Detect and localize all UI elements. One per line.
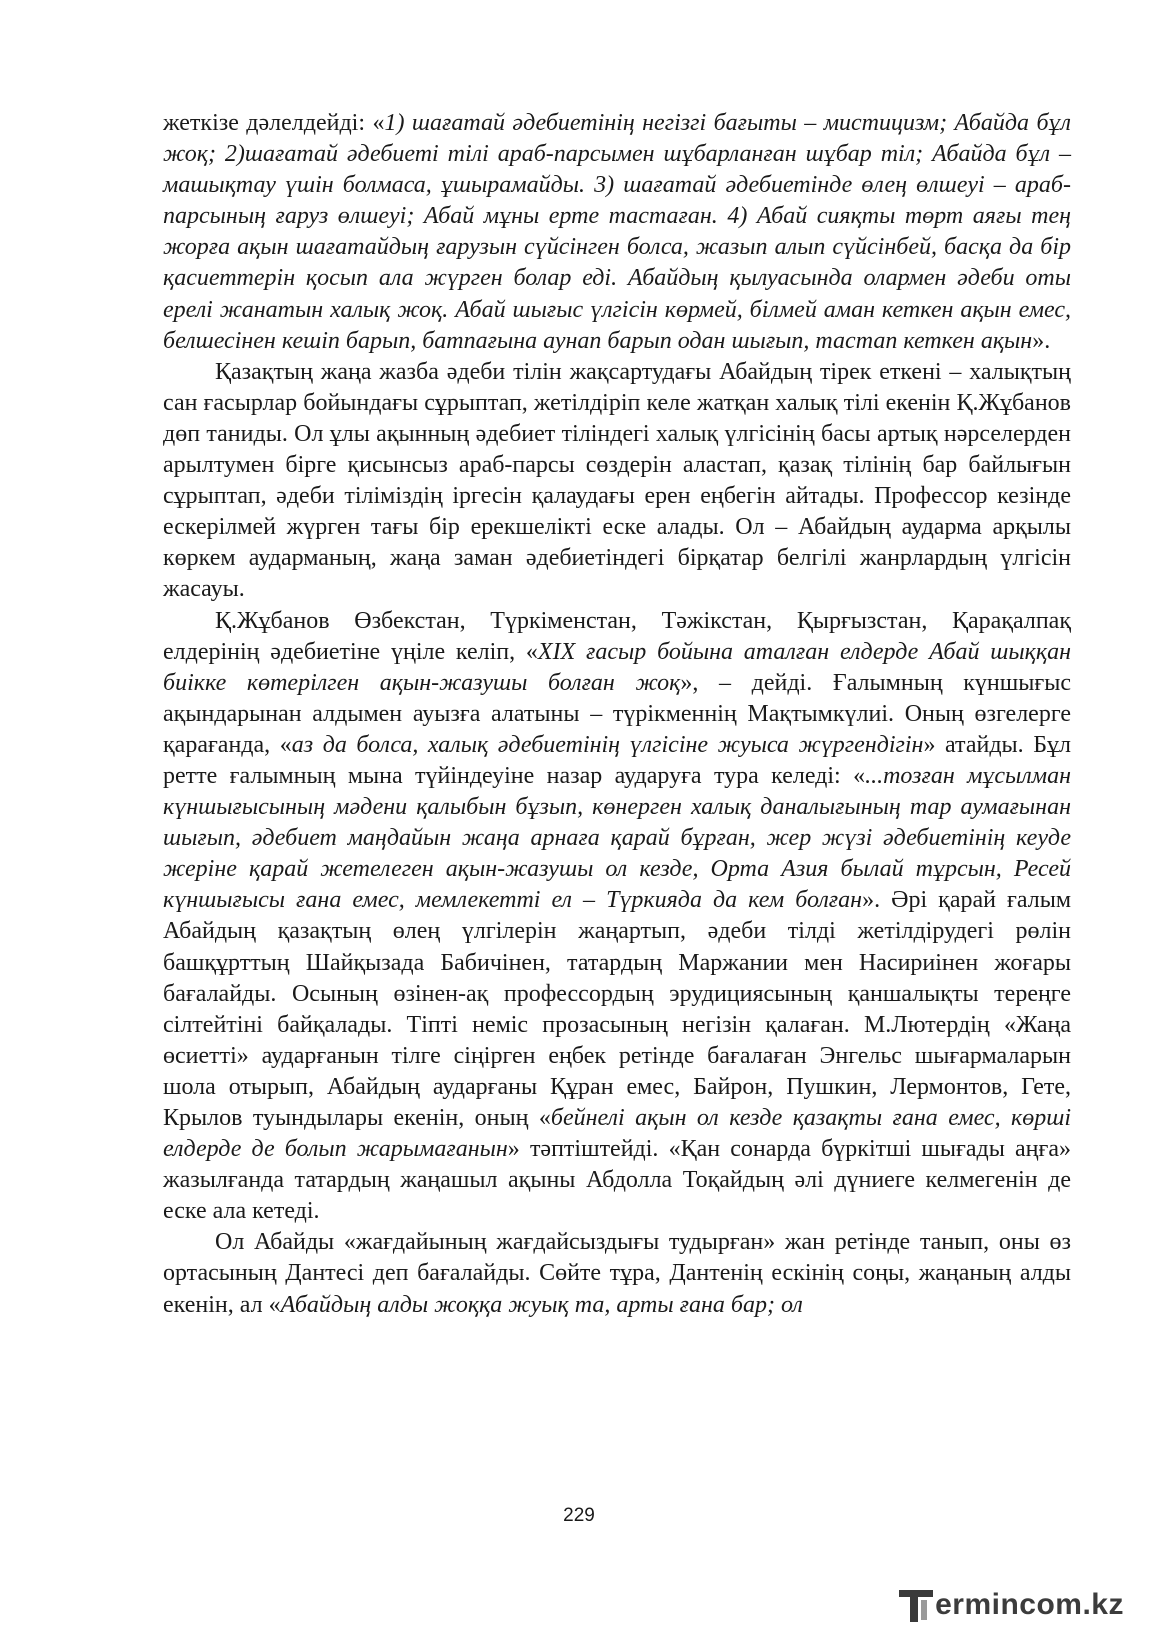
text-run: » тәптіштейді. «Қан сонарда бүркітші шығады аңға» жазылғанда татардың жаңашыл ақыны Абдолла Тоқайдың әлі дүниеге келмегенін де еске ала кетеді. — [163, 1136, 1071, 1225]
quote-italic-run: XIX ғасыр бойына аталған елдерде Абай шыққан биікке көтерілген ақын-жазушы болған жоқ — [163, 638, 1072, 696]
termincom-watermark — [899, 1584, 1124, 1624]
watermark-text: ermincom.kz — [935, 1588, 1124, 1621]
paragraph — [163, 108, 1071, 357]
page-number: 229 — [563, 1505, 595, 1526]
text-run: ». — [1032, 327, 1051, 354]
quote-italic-run: бейнелі ақын ол кезде қазақты ғана емес, көрші елдерде де болып жарымағанын — [163, 1105, 1071, 1163]
text-run: Қазақтың жаңа жазба әдеби тілін жақсартудағы Абайдың тірек еткені – халықтың сан ғасырлар бойындағы сұрыптап, жетілдіріп келе жатқан халық тілі екенін Қ.Жұбанов дөп таниды. Ол ұлы ақынның әдебиет тіліндегі халық үлгісінің басы артық нәрселерден арылтумен бірге қисынсыз араб-парсы сөздерін аластап, қазақ тілінің бар байлығын сұрыптап, әдеби тіліміздің іргесін қалаудағы ерен еңбегін айтады. Профессор кезінде ескерілмей жүрген тағы бір ерекшелікті еске алады. Ол – Абайдың аударма арқылы көркем аударманың, жаңа заман әдебиетіндегі бірқатар белгілі жанрлардың үлгісін жасауы. — [163, 358, 1071, 603]
quote-italic-run: аз да болса, халық әдебиетінің үлгісіне жуыса жүргендігін — [291, 731, 924, 758]
paragraph — [163, 357, 1071, 606]
text-run: Қ.Жұбанов Өзбекстан, Түркіменстан, Тәжікстан, Қырғызстан, Қарақалпақ елдерінің әдебиетіне үңіле келіп, « — [163, 607, 1071, 665]
text-run: », – дейді. Ғалымның күншығыс ақындарынан алдымен ауызға алатыны – түрікменнің Мақтымкүлиі. Оның өзгелерге қарағанда, « — [163, 669, 1071, 758]
paragraph — [163, 606, 1071, 1228]
text-run: жеткізе дәлелдейді: « — [163, 110, 385, 136]
text-run: Ол Абайды «жағдайының жағдайсыздығы тудырған» жан ретінде танып, оны өз ортасының Дантесі деп бағалайды. Сөйте тұра, Дантенің ескінің соңы, жаңаның алды екенін, ал « — [163, 1229, 1071, 1318]
termincom-logo-icon — [899, 1584, 935, 1624]
quote-italic-run: ...тозған мұсылман күншығысының мәдени қалыбын бұзып, көнерген халық даналығының тар аумағынан шығып, әдебиет маңдайын жаңа арнаға қарай бұрған, жер жүзі әдебиетінің кеуде жеріне қарай жетелеген ақын-жазушы ол кезде, Орта Азия былай тұрсын, Ресей күншығысы ғана емес, мемлекетті ел – Түркияда да кем болған — [163, 762, 1071, 914]
text-run: ». Әрі қарай ғалым Абайдың қазақтың өлең үлгілерін жаңартып, әдеби тілді жетілдірудегі рөлін башқұрттың Шайқызада Бабичінен, татардың Маржании мен Насириінен жоғары бағалайды. Осының өзінен-ақ профессордың эрудициясының қаншалықты тереңге сілтейтіні байқалады. Тіпті неміс прозасының негізін қалаған. М.Лютердің «Жаңа өсиетті» аударғанын тілге сіңірген еңбек ретінде бағалаған Энгельс шығармаларын шола отырып, Абайдың аударғаны Құран емес, Байрон, Пушкин, Лермонтов, Гете, Крылов туындылары екенін, оның « — [163, 887, 1072, 1131]
paragraph — [163, 1227, 1071, 1320]
quote-italic-run: Абайдың алды жоққа жуық та, арты ғана бар; ол — [280, 1291, 803, 1318]
quote-italic-run: 1) шағатай әдебиетінің негізгі бағыты – мистицизм; Абайда бұл жоқ; 2)шағатай әдебиеті тілі араб-парсымен шұбарланған шұбар тіл; Абайда бұл – машықтау үшін болмаса, ұшырамайды. 3) шағатай әдебиетінде өлең өлшеуі – араб-парсының ғаруз өлшеуі; Абай мұны ерте тастаған. 4) Абай сияқты төрт аяғы тең жорға ақын шағатайдың ғарузын сүйсінген болса, жазып алып сүйсінбей, басқа да бір қасиеттерін қосып ала жүрген болар еді. Абайдың қылуасында олармен әдеби оты ерелі жанатын халық жоқ. Абай шығыс үлгісін көрмей, білмей аман кеткен ақын емес, белшесінен кешіп барып, батпағына аунап барып одан шығып, тастап кеткен ақын — [163, 110, 1071, 354]
page-body — [163, 108, 1071, 1321]
text-run: » атайды. Бұл ретте ғалымның мына түйіндеуіне назар аударуға тура келеді: « — [163, 731, 1072, 789]
